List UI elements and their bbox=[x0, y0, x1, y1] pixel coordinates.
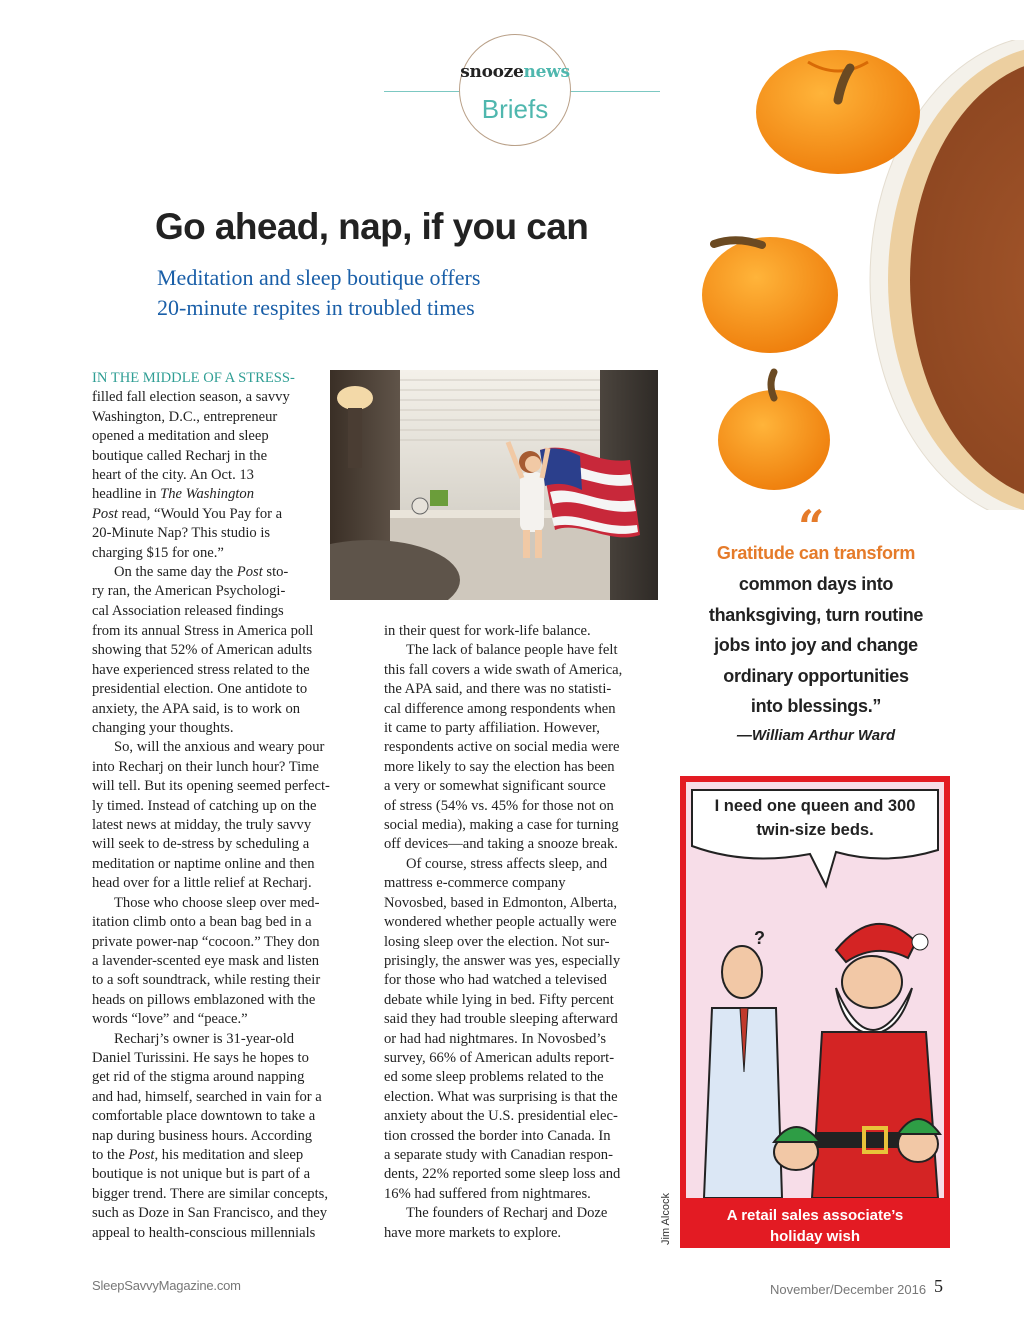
article-column-2 bbox=[384, 622, 656, 1243]
caption-line: holiday wish bbox=[769, 1228, 860, 1245]
text-line: Those who choose sleep over med- bbox=[114, 894, 320, 911]
text-line: get rid of the stigma around napping bbox=[92, 1069, 305, 1086]
text-line: dents, 22% reported some sleep loss and bbox=[384, 1166, 621, 1183]
text-line: Daniel Turissini. He says he hopes to bbox=[92, 1049, 309, 1066]
caption-line: A retail sales associate’s bbox=[726, 1207, 904, 1224]
text-line: bigger trend. There are similar concepts, bbox=[92, 1185, 328, 1202]
article-column-1 bbox=[92, 622, 364, 1243]
text-line: words “love” and “peace.” bbox=[92, 1011, 248, 1028]
text-line: ed some sleep problems related to the bbox=[384, 1069, 604, 1086]
text-line: respondents active on social media were bbox=[384, 739, 620, 756]
text-line: cal difference among respondents when bbox=[384, 700, 616, 717]
pumpkin-pie-illustration bbox=[690, 40, 1024, 510]
text-line: mattress e-commerce company bbox=[384, 875, 566, 892]
pull-quote bbox=[688, 569, 944, 722]
quote-line: ordinary opportunities bbox=[723, 665, 909, 686]
text-line: have experienced stress related to the bbox=[92, 661, 310, 678]
quote-line: thanksgiving, turn routine bbox=[708, 604, 924, 625]
article-column-1-top bbox=[92, 369, 322, 621]
text-line: a separate study with Canadian respon- bbox=[384, 1146, 613, 1163]
text-line: 16% had suffered from nightmares. bbox=[384, 1185, 591, 1202]
text-line: and had, himself, searched in vain for a bbox=[92, 1088, 322, 1105]
deck-line: 20-minute respites in troubled times bbox=[157, 295, 475, 320]
text-line: comfortable place downtown to take a bbox=[92, 1108, 316, 1125]
text-line: of stress (54% vs. 45% for those not on bbox=[384, 797, 614, 814]
text-line: to a soft soundtrack, while resting their bbox=[92, 972, 321, 989]
brand-logo: snoozenews bbox=[460, 62, 570, 82]
text-line: meditation or naptime online and then bbox=[92, 855, 315, 872]
text-line: So, will the anxious and weary pour bbox=[114, 739, 325, 756]
quote-mark-icon: “ bbox=[798, 500, 825, 554]
text-line: opened a meditation and sleep bbox=[92, 428, 269, 445]
text-line: it came to party affiliation. However, bbox=[384, 720, 600, 737]
text-line: into Recharj on their lunch hour? Time bbox=[92, 758, 319, 775]
article-headline: Go ahead, nap, if you can bbox=[155, 206, 589, 247]
text-line: or had had nightmares. In Novosbed’s bbox=[384, 1030, 607, 1047]
text-line: wondered whether people actually were bbox=[384, 914, 617, 931]
text-line: to the Post, his meditation and sleep bbox=[92, 1146, 304, 1163]
cartoon-illustration bbox=[686, 782, 944, 1198]
text-line: social media), making a case for turning bbox=[384, 817, 619, 834]
text-line: will seek to de-stress by scheduling a bbox=[92, 836, 310, 853]
text-line: filled fall election season, a savvy bbox=[92, 389, 290, 406]
footer-issue-date: November/December 2016 bbox=[770, 1282, 927, 1297]
text-line: anxiety, the APA said, is to work on bbox=[92, 700, 301, 717]
quote-line: common days into bbox=[738, 574, 894, 594]
text-line: have more markets to explore. bbox=[384, 1224, 562, 1241]
text-line: in their quest for work-life balance. bbox=[384, 623, 591, 639]
text-line: from its annual Stress in America poll bbox=[92, 623, 314, 639]
text-line: boutique called Recharj in the bbox=[92, 447, 268, 464]
text-line: appeal to health-conscious millennials bbox=[92, 1224, 316, 1241]
quote-line: jobs into joy and change bbox=[714, 635, 918, 655]
text-line: changing your thoughts. bbox=[92, 720, 234, 737]
text-line: Of course, stress affects sleep, and bbox=[406, 855, 608, 872]
text-line: anxiety about the U.S. presidential elec- bbox=[384, 1108, 618, 1125]
text-line: Washington, D.C., entrepreneur bbox=[92, 408, 278, 425]
svg-text:?: ? bbox=[754, 928, 765, 948]
text-line: boutique is not unique but is part of a bbox=[92, 1166, 311, 1183]
cartoon-credit: Jim Alcock bbox=[660, 1193, 672, 1245]
article-deck bbox=[157, 263, 480, 323]
text-line: will tell. But its opening seemed perfect- bbox=[92, 778, 330, 795]
text-line: tion crossed the border into Canada. In bbox=[384, 1127, 611, 1144]
text-line: this fall covers a wide swath of America, bbox=[384, 661, 623, 678]
text-line: showing that 52% of American adults bbox=[92, 642, 313, 659]
text-line: heads on pillows emblazoned with the bbox=[92, 991, 316, 1008]
text-line: Novosbed, based in Edmonton, Alberta, bbox=[384, 894, 618, 911]
text-line: nap during business hours. According bbox=[92, 1127, 313, 1144]
quote-line: into blessings.” bbox=[750, 696, 882, 716]
pull-quote-highlight: Gratitude can transform bbox=[716, 543, 916, 563]
text-line: head over for a little relief at Recharj. bbox=[92, 875, 312, 892]
text-line: debate while lying in bed. Fifty percent bbox=[384, 991, 614, 1008]
cartoon-speech-bubble bbox=[692, 794, 938, 842]
text-line: cal Association released findings bbox=[92, 602, 284, 619]
text-line: the APA said, and there was no statisti- bbox=[384, 681, 612, 698]
text-line: more likely to say the election has been bbox=[384, 758, 615, 775]
text-line: Post read, “Would You Pay for a bbox=[92, 505, 283, 522]
text-line: presidential election. One antidote to bbox=[92, 681, 308, 698]
text-line: On the same day the Post sto- bbox=[114, 564, 289, 581]
text-line: itation climb onto a bean bag bed in a bbox=[92, 914, 312, 931]
deck-line: Meditation and sleep boutique offers bbox=[157, 265, 481, 290]
section-badge bbox=[459, 34, 571, 146]
text-line: such as Doze in San Francisco, and they bbox=[92, 1205, 328, 1222]
text-line: off devices—and taking a snooze break. bbox=[384, 836, 618, 853]
text-line: private power-nap “cocoon.” They don bbox=[92, 933, 320, 950]
text-line: heart of the city. An Oct. 13 bbox=[92, 467, 254, 484]
section-title: Briefs bbox=[481, 94, 549, 124]
cartoon-caption bbox=[686, 1205, 944, 1247]
text-line: election. What was surprising is that the bbox=[384, 1088, 618, 1105]
footer-website: SleepSavvyMagazine.com bbox=[92, 1278, 241, 1293]
text-line: Recharj’s owner is 31-year-old bbox=[114, 1030, 295, 1047]
quote-attribution: —William Arthur Ward bbox=[736, 727, 896, 744]
article-photo bbox=[330, 370, 658, 600]
text-line: headline in The Washington bbox=[92, 486, 255, 503]
text-line: prisingly, the answer was yes, especially bbox=[384, 952, 621, 969]
text-line: ly timed. Instead of catching up on the bbox=[92, 797, 317, 814]
text-line: survey, 66% of American adults report- bbox=[384, 1049, 615, 1066]
text-line: The founders of Recharj and Doze bbox=[406, 1205, 608, 1222]
lead-in: IN THE MIDDLE OF A STRESS- bbox=[92, 370, 295, 386]
page-number: 5 bbox=[934, 1276, 943, 1296]
text-line: The lack of balance people have felt bbox=[406, 642, 618, 659]
text-line: latest news at midday, the truly savvy bbox=[92, 817, 312, 834]
text-line: a very or somewhat significant source bbox=[384, 778, 606, 795]
text-line: for those who had watched a televised bbox=[384, 972, 607, 989]
text-line: said they had trouble sleeping afterward bbox=[384, 1011, 618, 1028]
text-line: losing sleep over the election. Not sur- bbox=[384, 933, 610, 950]
speech-line: twin-size beds. bbox=[756, 821, 874, 839]
text-line: ry ran, the American Psychologi- bbox=[92, 583, 286, 600]
text-line: a lavender-scented eye mask and listen bbox=[92, 952, 320, 969]
text-line: charging $15 for one.” bbox=[92, 544, 224, 561]
speech-line: I need one queen and 300 bbox=[714, 797, 916, 815]
text-line: 20-Minute Nap? This studio is bbox=[92, 525, 271, 542]
